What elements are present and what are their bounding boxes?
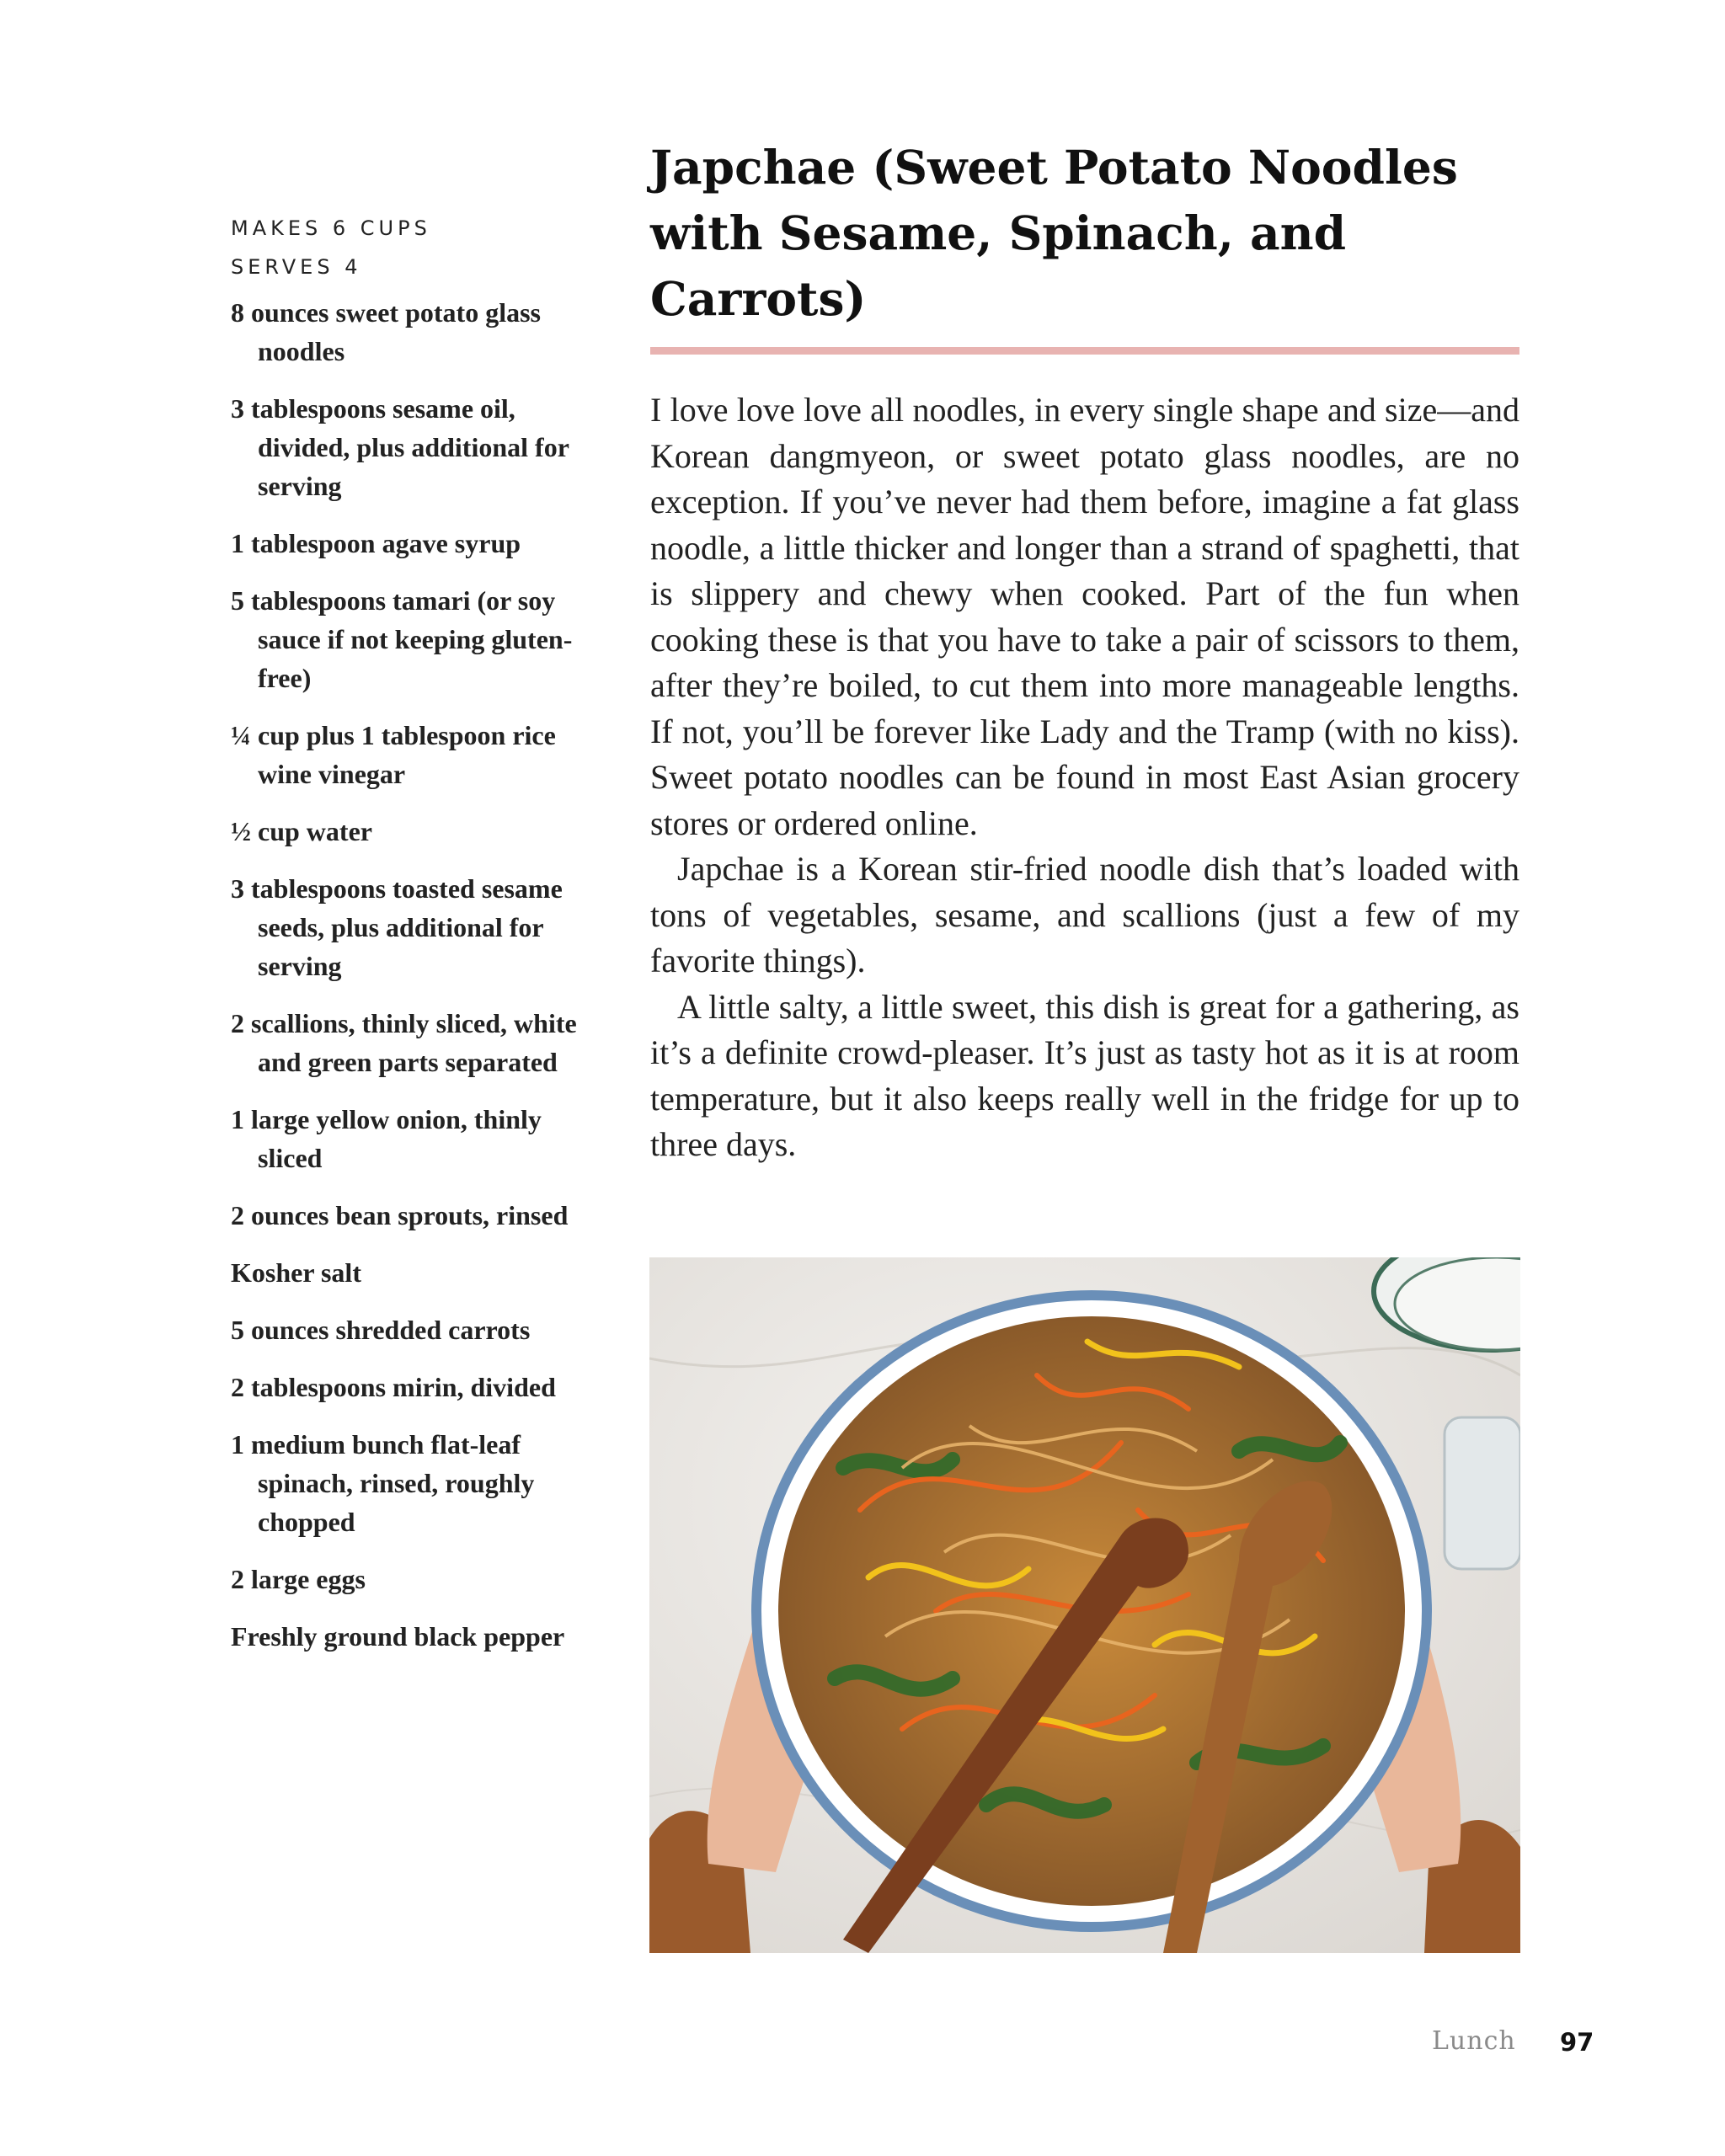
ingredient-item: 2 scallions, thinly sliced, white and green parts separated	[231, 1008, 577, 1077]
ingredient-item: 2 large eggs	[231, 1564, 366, 1594]
ingredient-item: ¼ cup plus 1 tablespoon rice wine vinegar	[231, 720, 556, 789]
drinking-glass	[1445, 1417, 1520, 1569]
footer-section-name: Lunch	[1432, 2026, 1516, 2056]
title-divider	[650, 347, 1519, 355]
ingredient-item: 1 large yellow onion, thinly sliced	[231, 1104, 542, 1173]
ingredient-item: 5 ounces shredded carrots	[231, 1315, 531, 1345]
ingredient-item: 3 tablespoons sesame oil, divided, plus additional for serving	[231, 393, 569, 501]
ingredient-item: 5 tablespoons tamari (or soy sauce if not keeping gluten-free)	[231, 585, 573, 693]
intro-paragraph: Japchae is a Korean stir-fried noodle dish that’s loaded with tons of vegetables, sesame, and scallions (just a few of my favorite things).	[650, 850, 1519, 979]
ingredient-item: 3 tablespoons toasted sesame seeds, plus additional for serving	[231, 873, 563, 981]
intro-paragraph: A little salty, a little sweet, this dish is great for a gathering, as it’s a definite crowd-pleaser. It’s just as tasty hot as it is at room temperature, but it also keeps really well in the fridge for up to three days.	[650, 987, 1519, 1163]
ingredient-item: 1 medium bunch flat-leaf spinach, rinsed, roughly chopped	[231, 1429, 535, 1537]
yield-makes: MAKES 6 CUPS	[231, 216, 431, 240]
intro-paragraph: I love love love all noodles, in every single shape and size—and Korean dangmyeon, or sweet potato glass noodles, are no exception. If you’ve never had them before, imagine a fat glass noodle, a little thicker and longer than a strand of spaghetti, that is slippery and chewy when cooked. Part of the fun when cooking these is that you have to take a pair of scissors to them, after they’re boiled, to cut them into more manageable lengths. If not, you’ll be forever like Lady and the Tramp (with no kiss). Sweet potato noodles can be found in most East Asian grocery stores or ordered online.	[650, 391, 1519, 842]
ingredient-item: Kosher salt	[231, 1257, 361, 1288]
ingredient-item: 2 tablespoons mirin, divided	[231, 1372, 556, 1402]
recipe-intro	[650, 387, 1519, 1168]
ingredient-item: 1 tablespoon agave syrup	[231, 528, 521, 558]
ingredient-item: ½ cup water	[231, 816, 372, 846]
recipe-yield	[231, 209, 431, 286]
ingredient-item: 8 ounces sweet potato glass noodles	[231, 297, 541, 366]
ingredient-item: 2 ounces bean sprouts, rinsed	[231, 1200, 569, 1230]
ingredient-item: Freshly ground black pepper	[231, 1621, 565, 1652]
ingredient-list	[231, 293, 610, 1674]
page-number: 97	[1560, 2028, 1594, 2057]
yield-serves: SERVES 4	[231, 255, 362, 279]
japchae-photo	[649, 1257, 1520, 1953]
recipe-title: Japchae (Sweet Potato Noodles with Sesame, Spinach, and Carrots)	[650, 140, 1458, 326]
